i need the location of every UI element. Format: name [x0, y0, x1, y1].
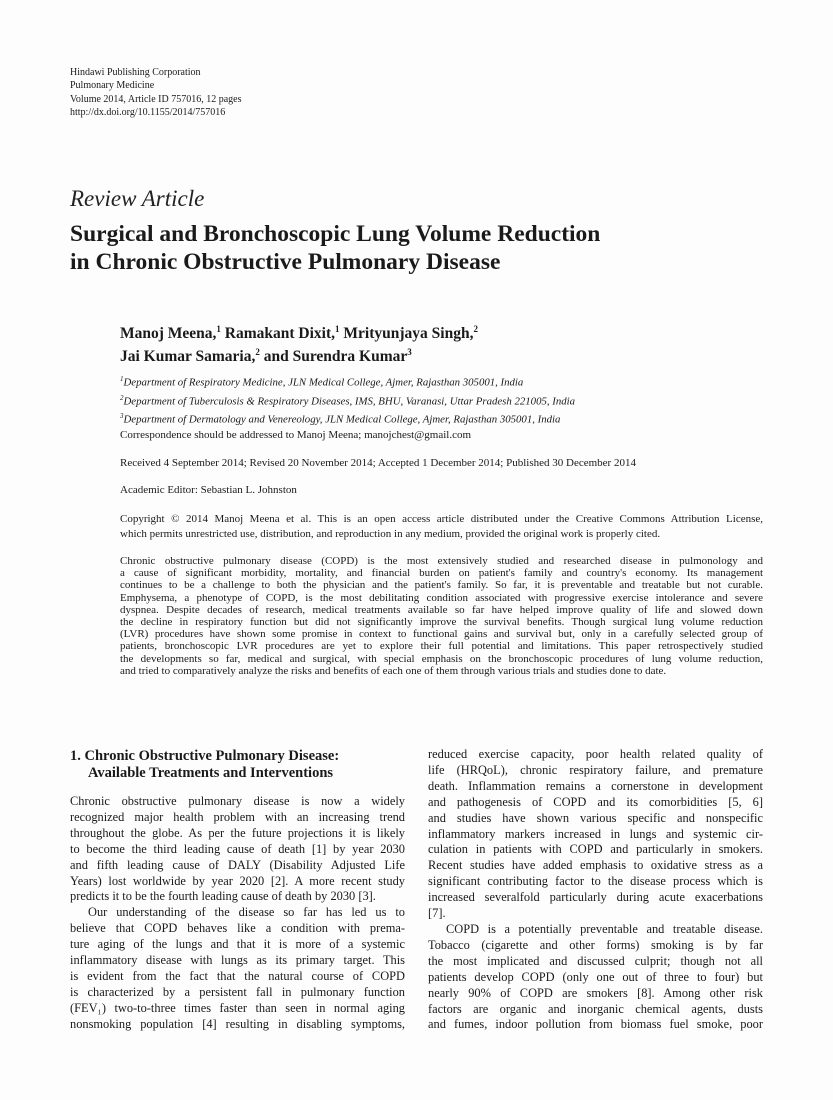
affiliation: [120, 409, 575, 428]
text-line: and fifth leading cause of DALY (Disability Adjusted Life: [70, 857, 405, 872]
affiliation-text: Department of Respiratory Medicine, JLN Medical College, Ajmer, Rajasthan 305001, India: [123, 376, 524, 389]
text-line: Our understanding of the disease so far has led us to: [88, 905, 405, 920]
author: Ramakant Dixit,: [224, 325, 336, 343]
publication-dates: Received 4 September 2014; Revised 20 November 2014; Accepted 1 December 2014; Published 30 December 2014: [120, 457, 636, 469]
author: and Surendra Kumar: [263, 348, 408, 366]
journal-name: Pulmonary Medicine: [70, 80, 155, 92]
author-affiliation-mark: 3: [407, 347, 412, 358]
text-line: patients, bronchoscopic LVR procedures are yet to explore their full potential and limitations. This paper retrospectively studied: [120, 640, 763, 653]
author: Jai Kumar Samaria,: [120, 348, 256, 366]
text-line: (FEV₁) two-to-three times faster than seen in normal aging: [70, 1000, 405, 1015]
author: Manoj Meena,: [120, 325, 217, 343]
text-line: increased severalfold particularly during acute exacerbations: [428, 890, 763, 905]
publisher: Hindawi Publishing Corporation: [70, 67, 201, 78]
text-line: Chronic obstructive pulmonary disease is now a widely: [70, 794, 405, 808]
author-affiliation-mark: 2: [473, 324, 478, 334]
text-line: patients develop COPD (only one out of three to four) but: [428, 969, 763, 984]
text-line: continues to be a challenge to both the physician and the patient's family. So far, it is preventable and treatable but not curable.: [120, 579, 763, 592]
text-line: Chronic obstructive pulmonary disease (COPD) is the most extensively studied and researched disease in pulmonology and: [120, 555, 763, 567]
text-line: death. Inflammation remains a cornerstone in development: [428, 778, 763, 793]
copyright-notice: [120, 512, 763, 542]
author: Mrityunjaya Singh,: [343, 325, 474, 343]
text-line: [7].: [428, 906, 446, 921]
article-type: Review Article: [70, 186, 205, 211]
affiliation: [120, 372, 575, 391]
correspondence: Correspondence should be addressed to Manoj Meena; manojchest@gmail.com: [120, 429, 472, 441]
text-line: inflammatory disease with lungs as its primary target. This: [70, 953, 405, 968]
journal-header: [70, 66, 241, 120]
affiliations: [120, 372, 575, 428]
text-line: recognized major health problem with an increasing trend: [70, 809, 405, 824]
text-line: and tried to comparatively analyze the risks and benefits of each one of them through various trials and studies done to date.: [120, 664, 667, 677]
text-line: and pathogenesis of COPD and its comorbidities [5, 6]: [428, 794, 763, 809]
academic-editor: Academic Editor: Sebastian L. Johnston: [120, 484, 297, 496]
text-line: predicts it to be the fourth leading cause of death by 2030 [3].: [70, 889, 376, 904]
text-line: (LVR) procedures have shown some promise in context to functional gains and survival but, only in a carefully selected group of: [120, 628, 763, 641]
affiliation-number: 3: [120, 412, 124, 421]
right-column-body: [428, 747, 763, 1033]
left-column-body: [70, 794, 405, 1033]
text-line: the most implicated and discussed culprit; though not all: [428, 953, 763, 968]
text-line: Emphysema, a phenotype of COPD, is the most debilitating condition associated with progressive exercise intolerance and severe: [120, 591, 763, 604]
affiliation-number: 2: [120, 393, 124, 402]
author-affiliation-mark: 1: [335, 324, 340, 334]
author-affiliation-mark: 1: [216, 324, 221, 334]
text-line: is characterized by a persistent fall in pulmonary function: [70, 984, 405, 999]
heading-line: Available Treatments and Interventions: [88, 765, 334, 781]
text-line: dyspnea. Despite decades of research, medical treatments available so far have helped improve quality of life and slowed down: [120, 603, 763, 616]
text-line: believe that COPD behaves like a condition with prema-: [70, 921, 405, 936]
heading-line: 1. Chronic Obstructive Pulmonary Disease:: [70, 748, 340, 764]
text-line: nearly 90% of COPD are smokers [8]. Among other risk: [428, 985, 763, 1000]
title-line: in Chronic Obstructive Pulmonary Disease: [70, 249, 501, 275]
copyright-line: which permits unrestricted use, distribution, and reproduction in any medium, provided the original work is properly cited.: [120, 528, 661, 540]
text-line: to become the third leading cause of death [1] by year 2030: [70, 841, 405, 856]
text-line: nonsmoking population [4] resulting in disabling symptoms,: [70, 1016, 405, 1031]
affiliation-number: 1: [120, 375, 124, 383]
author-affiliation-mark: 2: [255, 347, 260, 358]
abstract: [120, 555, 763, 677]
text-line: the developments so far, medical and surgical, with special emphasis on the bronchoscopic procedures of lung volume reduction,: [120, 652, 763, 665]
text-line: Recent studies have added emphasis to oxidative stress as a: [428, 858, 763, 873]
text-line: and fumes, indoor pollution from biomass fuel smoke, poor: [428, 1017, 763, 1032]
text-line: throughout the globe. As per the future projections it is likely: [70, 825, 405, 840]
doi-link[interactable]: http://dx.doi.org/10.1155/2014/757016: [70, 107, 226, 119]
text-line: ture aging of the lungs and that it is more of a systemic: [70, 937, 405, 952]
author-list: [120, 320, 478, 366]
text-line: COPD is a potentially preventable and treatable disease.: [446, 921, 763, 936]
text-line: factors are organic and inorganic chemical agents, dusts: [428, 1001, 763, 1016]
article-title: [70, 220, 600, 276]
text-line: significant contributing factor to the disease process which is: [428, 874, 763, 889]
text-line: culation in patients with COPD and particularly in smokers.: [428, 842, 763, 857]
text-line: Years) lost worldwide by year 2020 [2]. A more recent study: [70, 873, 405, 888]
text-line: and studies have shown various specific and nonspecific: [428, 810, 763, 825]
title-line: Surgical and Bronchoscopic Lung Volume Reduction: [70, 221, 601, 247]
text-line: reduced exercise capacity, poor health related quality of: [428, 747, 763, 761]
text-line: the decline in respiratory function but did not significantly improve the survival benefits. Though surgical lung volume reduction: [120, 616, 763, 629]
text-line: life (HRQoL), chronic respiratory failure, and premature: [428, 762, 763, 777]
copyright-line: Copyright © 2014 Manoj Meena et al. This is an open access article distributed under the Creative Commons Attribution License,: [120, 513, 763, 525]
text-line: Tobacco (cigarette and other forms) smoking is by far: [428, 937, 763, 952]
section-heading: [70, 748, 339, 782]
text-line: inflammatory markers increased in lungs and systemic cir-: [428, 826, 763, 841]
affiliation-text: Department of Tuberculosis & Respiratory Diseases, IMS, BHU, Varanasi, Uttar Pradesh 221005, India: [123, 395, 576, 408]
volume-info: Volume 2014, Article ID 757016, 12 pages: [70, 93, 242, 105]
affiliation-text: Department of Dermatology and Venereology, JLN Medical College, Ajmer, Rajasthan 305001, India: [123, 413, 561, 426]
text-line: a cause of significant morbidity, mortality, and financial burden on patient's family and country's economy. Its management: [120, 567, 763, 580]
affiliation: [120, 391, 575, 410]
text-line: is evident from the fact that the natural course of COPD: [70, 968, 405, 983]
